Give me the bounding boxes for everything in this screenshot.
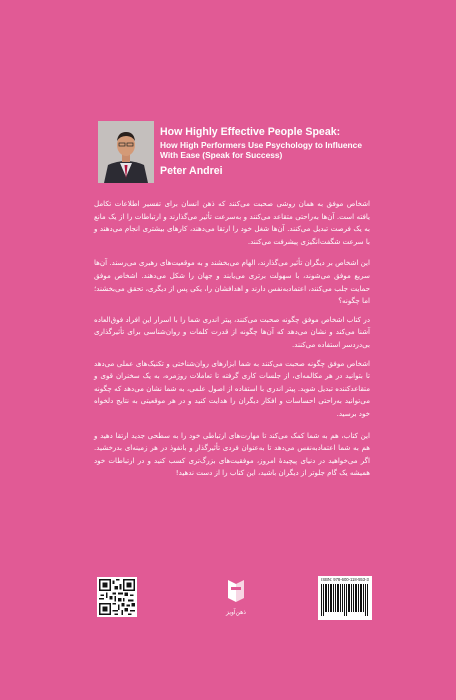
paragraph: اشخاص موفق چگونه صحبت می‌کنند به شما ابزارهای روان‌شناختی و تکنیک‌های عملی می‌دهد تا بتوانید در هر مکالمه‌ای، از جلسات کاری گرفته تا تعاملات روزمره، به یک سخنران قوی و متقاعدکننده تبدیل شوید. پیتر اندری با استفاده از اصول علمی، به شما نشان می‌دهد که چگونه می‌توانید به‌راحتی احساسات و افکار دیگران را هدایت کنید و در هر موقعیتی به نتایج دلخواه خود برسید. [94, 358, 370, 418]
back-cover-description [94, 198, 370, 489]
paragraph: در کتاب اشخاص موفق چگونه صحبت می‌کنند، پیتر اندری شما را با اسرار این افراد فوق‌العاده آشنا می‌کند و نشان می‌دهد که آن‌ها چگونه از قدرت کلمات و روان‌شناسی برای تأثیرگذاری بی‌دردسر استفاده می‌کنند. [94, 314, 370, 349]
publisher-logo [221, 578, 251, 620]
author-name: Peter Andrei [160, 165, 223, 178]
paragraph: این کتاب، هم به شما کمک می‌کند تا مهارت‌های ارتباطی خود را به سطحی جدید ارتقا دهید و هم به شما اعتمادبه‌نفس می‌دهد تا به‌عنوان فردی تأثیرگذار و بانفوذ در هر زمینه‌ای بدرخشید. اگر می‌خواهید در دنیای پیچیدهٔ امروز، موفقیت‌های بزرگ‌تری کسب کنید و در ارتباطات خود همیشه یک گام جلوتر از دیگران باشید، این کتاب را از دست ندهید! [94, 430, 370, 478]
paragraph: این اشخاص بر دیگران تأثیر می‌گذارند، الهام می‌بخشند و به موقعیت‌های رهبری می‌رسند. آن‌ها سریع موفق می‌شوند، با سهولت برتری می‌یابند و جهان را شکل می‌دهند. اشخاص موفق حمایت جلب می‌کنند، اعتمادبه‌نفس دارند و اهدافشان را، یکی پس از دیگری، تحقق می‌بخشند؛ اما چگونه؟ [94, 258, 370, 306]
isbn-barcode [318, 576, 372, 620]
publisher-logo-icon [225, 578, 247, 604]
publisher-logo-text: ذهن‌آویز [226, 609, 246, 616]
barcode-bars [321, 584, 369, 616]
paragraph: اشخاص موفق به همان روشی صحبت می‌کنند که ذهن انسان برای تفسیر اطلاعات تکامل یافته است. آن‌ها به‌راحتی متقاعد می‌کنند و به‌سرعت تأثیر می‌گذارند و ارتباطات را از یک مانع به یک فرصت تبدیل می‌کنند. آن‌ها شغل خود را ارتقا می‌دهند، کارهای بیشتری انجام می‌دهند و با سرعت شگفت‌انگیزی پیشرفت می‌کنند. [94, 199, 370, 246]
isbn-text: ISBN: 978-600-118-553-3 [321, 577, 369, 582]
book-title: How Highly Effective People Speak: [160, 126, 341, 138]
book-subtitle: How High Performers Use Psychology to Influence With Ease (Speak for Success) [160, 140, 362, 160]
qr-code [97, 577, 137, 617]
book-title-block [160, 126, 370, 177]
author-photo [98, 121, 154, 183]
